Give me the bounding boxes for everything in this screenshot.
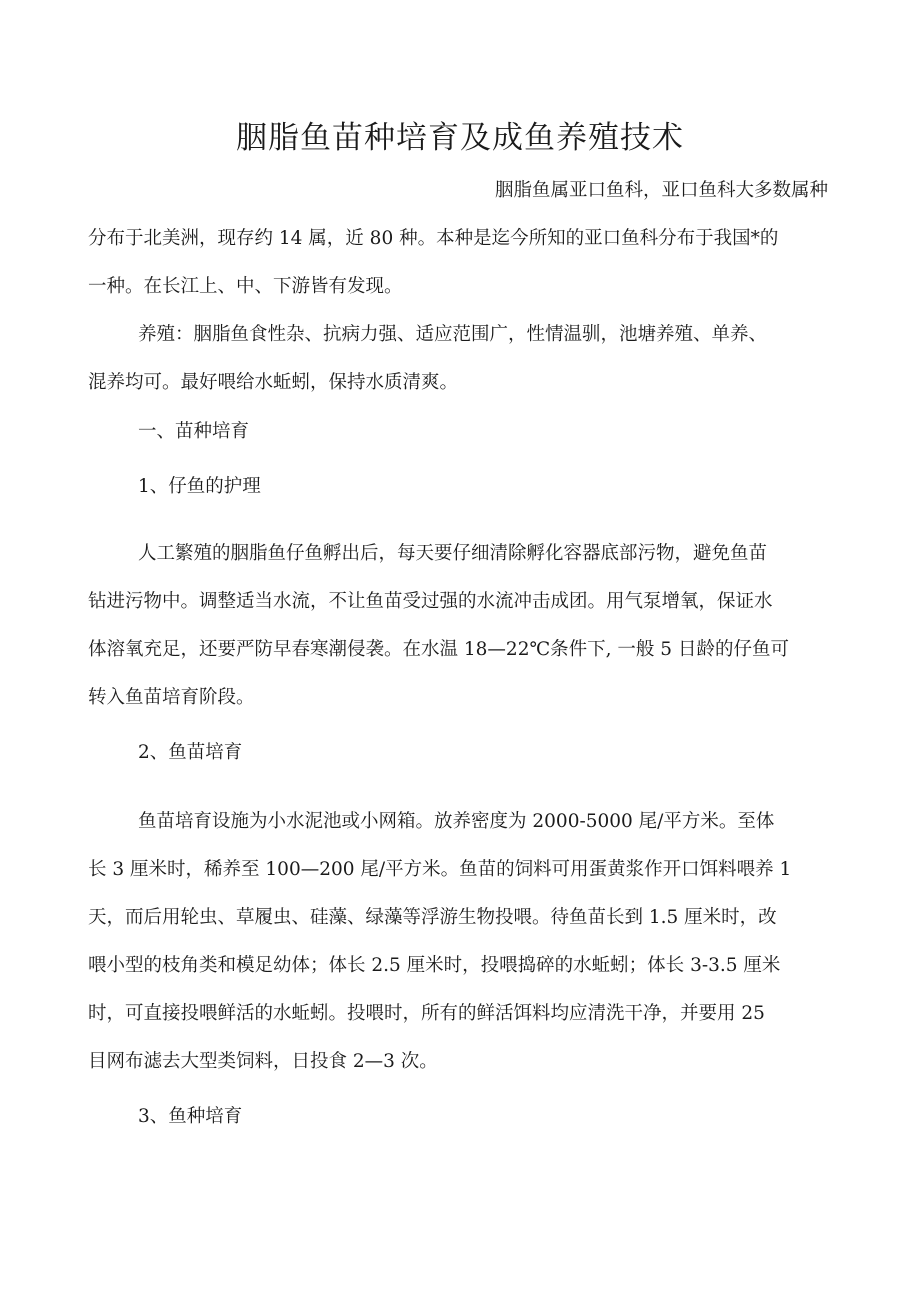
fry-rearing-line: 天，而后用轮虫、草履虫、硅藻、绿藻等浮游生物投喂。待鱼苗长到 1.5 厘米时，改	[88, 907, 777, 928]
intro-paragraph	[88, 215, 828, 311]
intro-first-line: 胭脂鱼属亚口鱼科，亚口鱼科大多数属种	[494, 180, 828, 201]
fry-rearing-line: 时，可直接投喂鲜活的水蚯蚓。投喂时，所有的鲜活饵料均应清洗干净，并要用 25	[88, 1003, 765, 1024]
fry-rearing-line: 喂小型的枝角类和模足幼体；体长 2.5 厘米时，投喂捣碎的水蚯蚓；体长 3-3.5 厘米	[88, 955, 781, 976]
subsection-heading-3: 3、鱼种培育	[138, 1106, 243, 1127]
larva-care-line: 钻进污物中。调整适当水流，不让鱼苗受过强的水流冲击成团。用气泵增氧，保证水	[88, 591, 773, 612]
larva-care-line: 人工繁殖的胭脂鱼仔鱼孵出后，每天要仔细清除孵化容器底部污物，避免鱼苗	[138, 543, 768, 564]
fry-rearing-line: 鱼苗培育设施为小水泥池或小网箱。放养密度为 2000-5000 尾/平方米。至体	[138, 811, 775, 832]
page-title: 胭脂鱼苗种培育及成鱼养殖技术	[236, 120, 684, 156]
breeding-paragraph	[88, 311, 828, 407]
breeding-line: 养殖：胭脂鱼食性杂、抗病力强、适应范围广，性情温驯，池塘养殖、单养、	[138, 324, 768, 345]
subsection-heading-1: 1、仔鱼的护理	[138, 476, 261, 497]
fry-rearing-line: 目网布滤去大型类饲料，日投食 2—3 次。	[88, 1051, 438, 1072]
intro-line: 一种。在长江上、中、下游皆有发现。	[88, 276, 403, 297]
larva-care-paragraph	[88, 530, 828, 722]
fry-rearing-paragraph	[88, 798, 828, 1086]
larva-care-line: 体溶氧充足，还要严防早春寒潮侵袭。在水温 18—22℃条件下, 一般 5 日龄的仔鱼可	[88, 639, 789, 660]
breeding-line: 混养均可。最好喂给水蚯蚓，保持水质清爽。	[88, 372, 459, 393]
larva-care-line: 转入鱼苗培育阶段。	[88, 687, 255, 708]
subsection-heading-2: 2、鱼苗培育	[138, 742, 243, 763]
section-heading-1: 一、苗种培育	[138, 421, 250, 442]
fry-rearing-line: 长 3 厘米时，稀养至 100—200 尾/平方米。鱼苗的饲料可用蛋黄浆作开口饵料喂养 1	[88, 859, 792, 880]
intro-line: 分布于北美洲，现存约 14 属，近 80 种。本种是迄今所知的亚口鱼科分布于我国*的	[88, 228, 779, 249]
